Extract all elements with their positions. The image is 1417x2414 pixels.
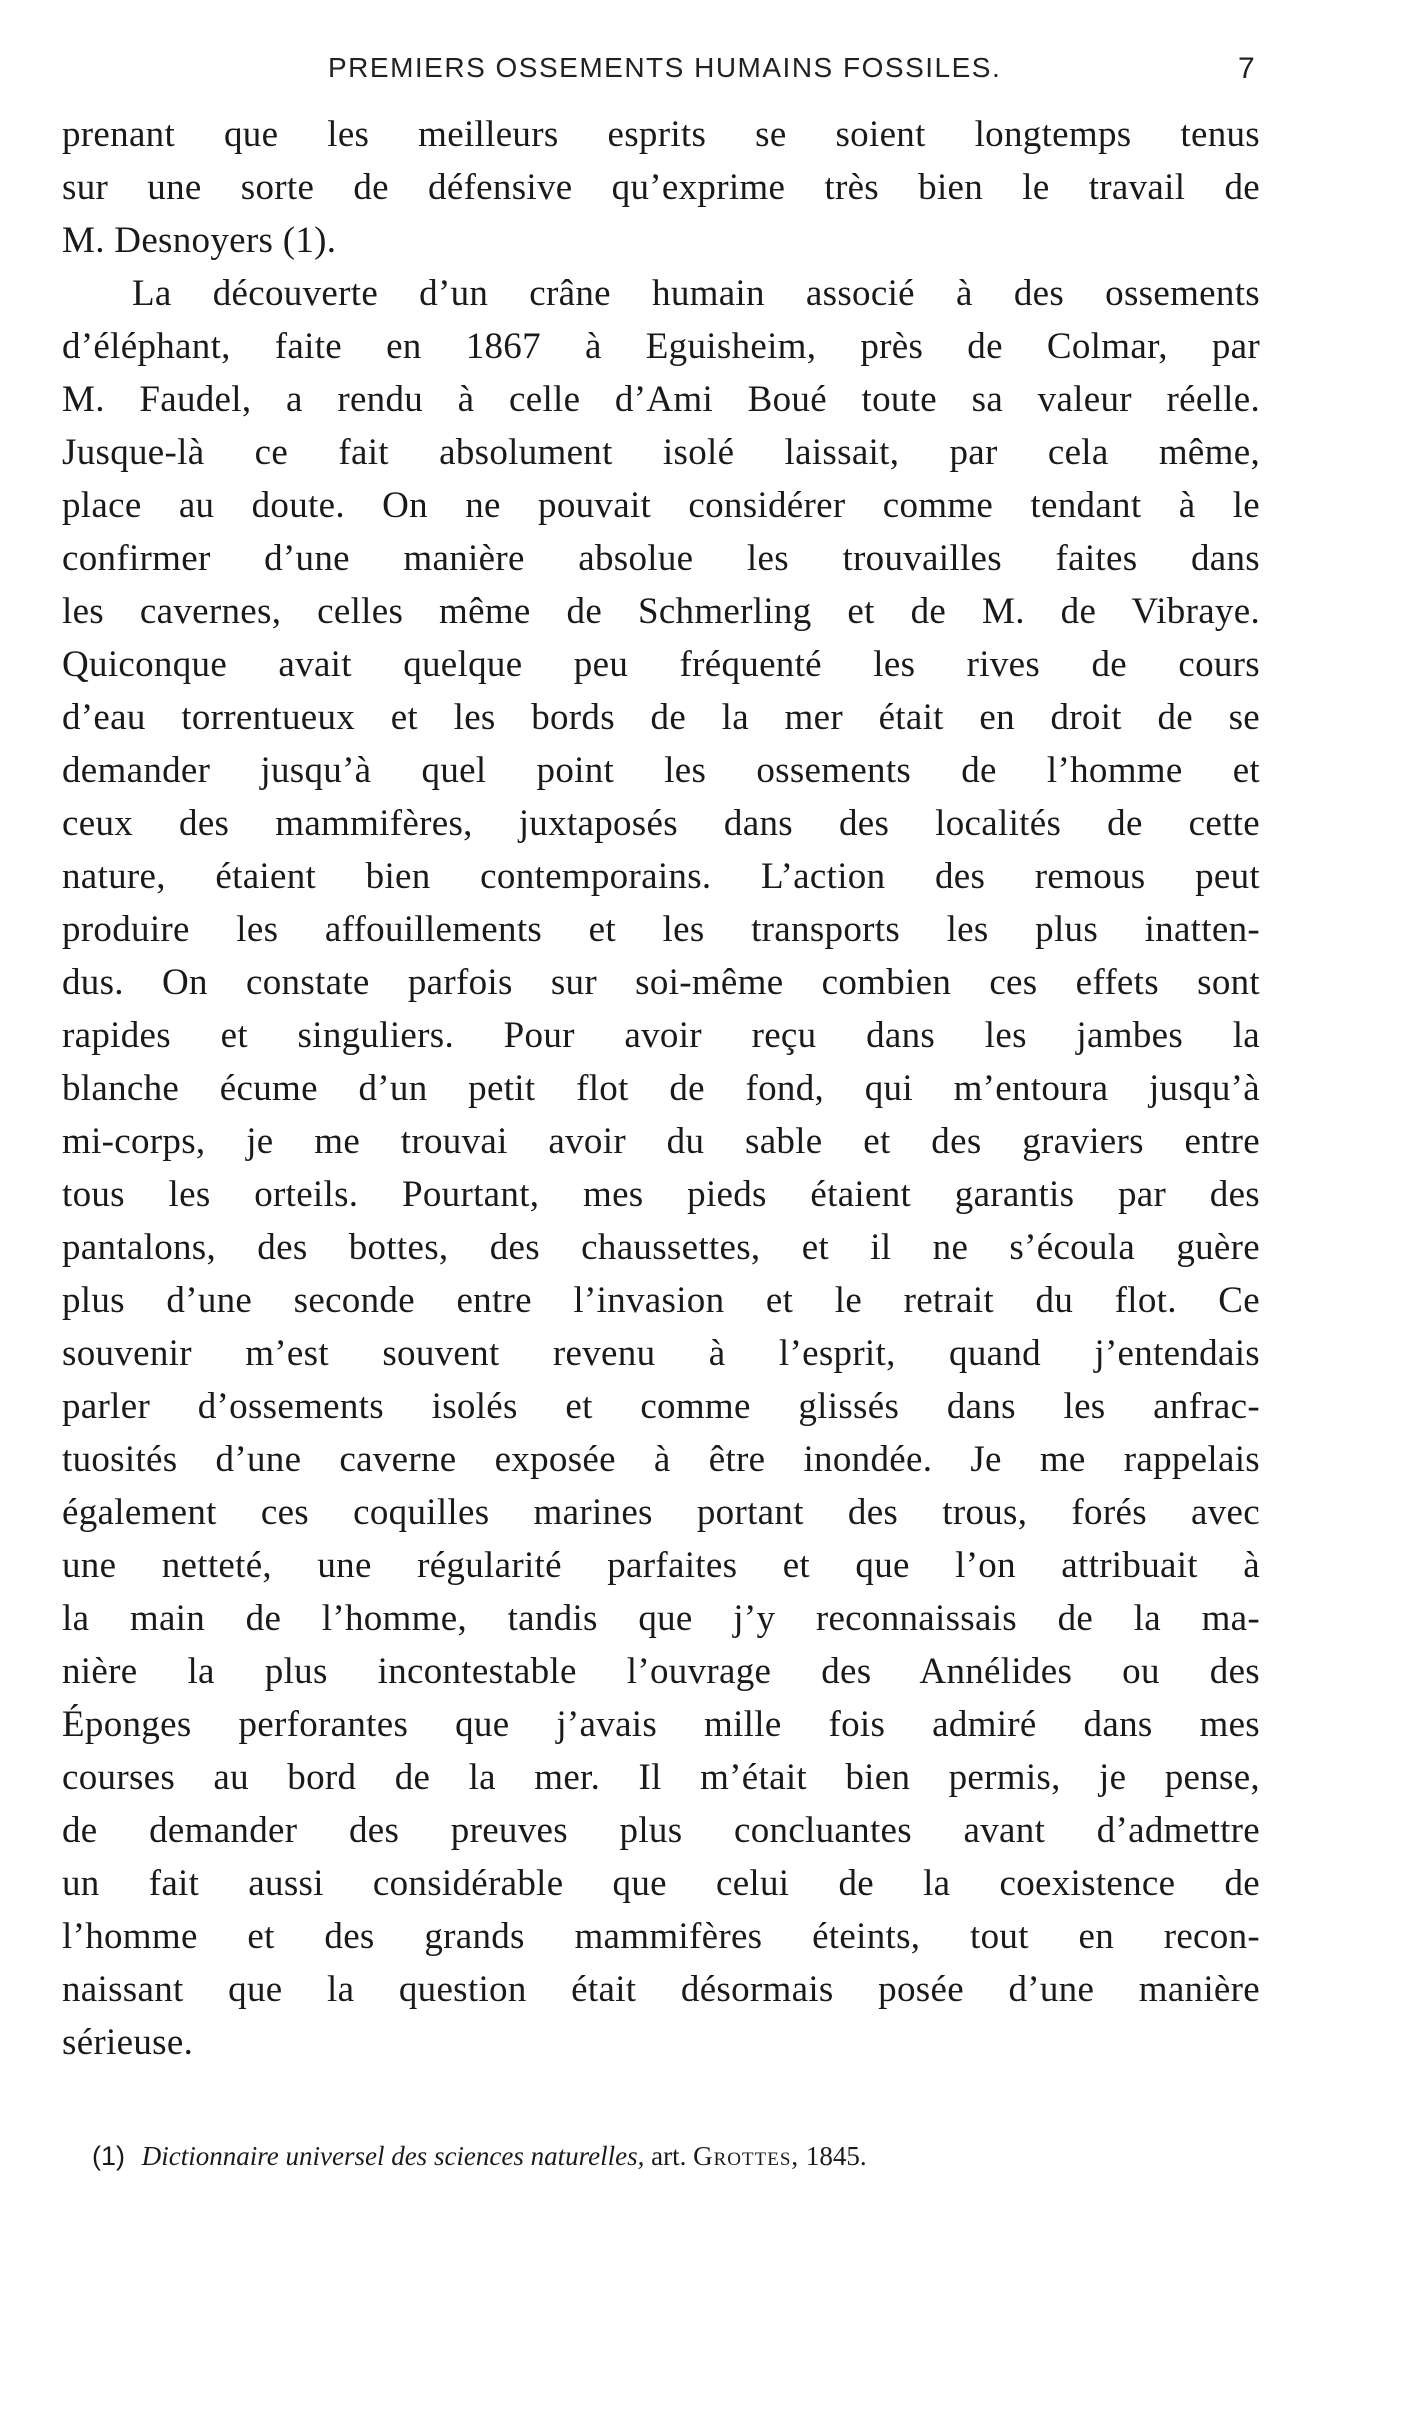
text-line: nature, étaient bien contemporains. L’action des remous peut <box>62 856 1260 897</box>
text-line: d’éléphant, faite en 1867 à Eguisheim, près de Colmar, par <box>62 326 1260 367</box>
text-line: parler d’ossements isolés et comme glissés dans les anfrac- <box>62 1386 1260 1427</box>
text-line: la main de l’homme, tandis que j’y reconnaissais de la ma- <box>62 1598 1260 1639</box>
running-head <box>60 52 1260 92</box>
text-line: une netteté, une régularité parfaites et que l’on attribuait à <box>62 1545 1260 1586</box>
text-line: demander jusqu’à quel point les ossements de l’homme et <box>62 750 1260 791</box>
text-line: prenant que les meilleurs esprits se soient longtemps tenus <box>62 114 1260 155</box>
footnote-number: (1) <box>92 2141 125 2171</box>
text-line: confirmer d’une manière absolue les trouvailles faites dans <box>62 538 1260 579</box>
text-line: naissant que la question était désormais posée d’une manière <box>62 1969 1260 2010</box>
text-line: ceux des mammifères, juxtaposés dans des localités de cette <box>62 803 1260 844</box>
text-line: place au doute. On ne pouvait considérer comme tendant à le <box>62 485 1260 526</box>
text-line: courses au bord de la mer. Il m’était bien permis, je pense, <box>62 1757 1260 1798</box>
text-line: rapides et singuliers. Pour avoir reçu dans les jambes la <box>62 1015 1260 1056</box>
text-line: également ces coquilles marines portant des trous, forés avec <box>62 1492 1260 1533</box>
body-text <box>62 108 1260 2069</box>
text-line: les cavernes, celles même de Schmerling et de M. de Vibraye. <box>62 591 1260 632</box>
text-line: un fait aussi considérable que celui de la coexistence de <box>62 1863 1260 1904</box>
running-title: PREMIERS OSSEMENTS HUMAINS FOSSILES. <box>328 52 1002 83</box>
footnote-article-prefix: art. <box>651 2141 687 2171</box>
text-line: plus d’une seconde entre l’invasion et le retrait du flot. Ce <box>62 1280 1260 1321</box>
text-line: M. Desnoyers (1). <box>62 220 337 261</box>
text-line: l’homme et des grands mammifères éteints, tout en recon- <box>62 1916 1260 1957</box>
footnote-article-name: Grottes, <box>693 2141 800 2171</box>
text-line: produire les affouillements et les transports les plus inatten- <box>62 909 1260 950</box>
text-line: dus. On constate parfois sur soi-même combien ces effets sont <box>62 962 1260 1003</box>
page-number: 7 <box>1238 52 1255 85</box>
text-line: Jusque-là ce fait absolument isolé laissait, par cela même, <box>62 432 1260 473</box>
text-line: Quiconque avait quelque peu fréquenté les rives de cours <box>62 644 1260 685</box>
footnote-title: Dictionnaire universel des sciences naturelles, <box>141 2141 645 2171</box>
text-line: tous les orteils. Pourtant, mes pieds étaient garantis par des <box>62 1174 1260 1215</box>
text-line: de demander des preuves plus concluantes avant d’admettre <box>62 1810 1260 1851</box>
text-line: Éponges perforantes que j’avais mille fois admiré dans mes <box>62 1704 1260 1745</box>
paragraph-start-line: La découverte d’un crâne humain associé à des ossements <box>132 273 1260 314</box>
text-line: blanche écume d’un petit flot de fond, qui m’entoura jusqu’à <box>62 1068 1260 1109</box>
text-line: M. Faudel, a rendu à celle d’Ami Boué toute sa valeur réelle. <box>62 379 1260 420</box>
text-line: nière la plus incontestable l’ouvrage des Annélides ou des <box>62 1651 1260 1692</box>
text-line: souvenir m’est souvent revenu à l’esprit, quand j’entendais <box>62 1333 1260 1374</box>
text-line: sur une sorte de défensive qu’exprime très bien le travail de <box>62 167 1260 208</box>
text-line: mi-corps, je me trouvai avoir du sable et des graviers entre <box>62 1121 1260 1162</box>
footnote-year: 1845. <box>805 2141 867 2171</box>
text-line: tuosités d’une caverne exposée à être inondée. Je me rappelais <box>62 1439 1260 1480</box>
text-line: d’eau torrentueux et les bords de la mer était en droit de se <box>62 697 1260 738</box>
text-line: pantalons, des bottes, des chaussettes, et il ne s’écoula guère <box>62 1227 1260 1268</box>
footnote <box>92 2136 1192 2176</box>
text-line: sérieuse. <box>62 2022 194 2063</box>
